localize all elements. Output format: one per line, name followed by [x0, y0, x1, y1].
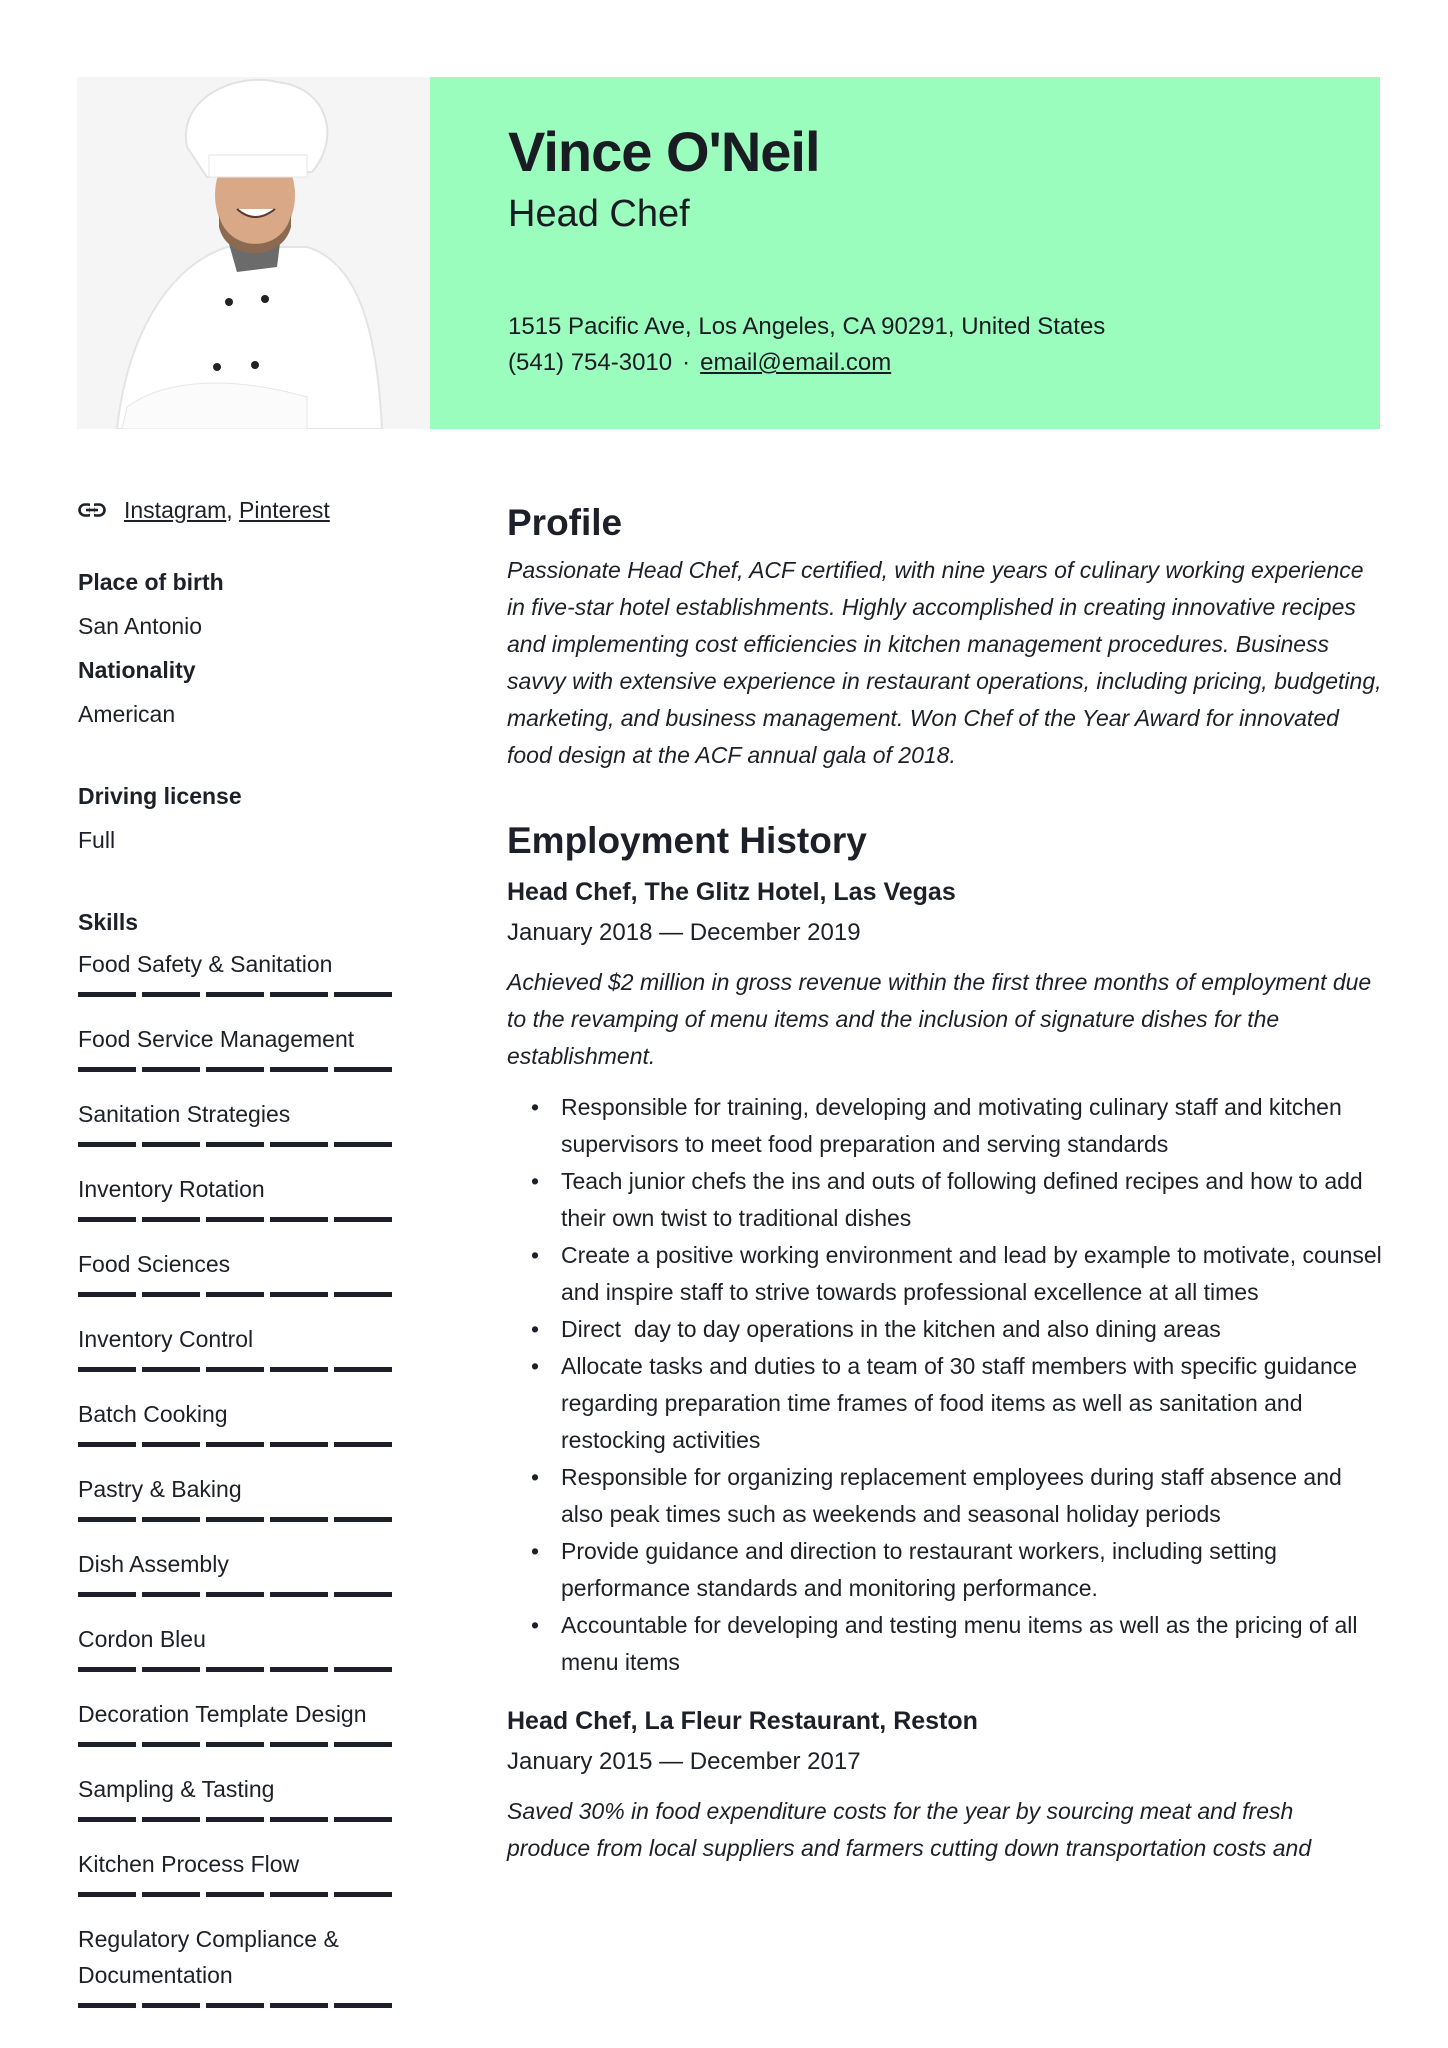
main-content: [507, 498, 1382, 1867]
skill-name: Sampling & Tasting: [78, 1776, 275, 1802]
skill-item: [78, 1094, 408, 1147]
skill-level-segment: [334, 2003, 392, 2008]
skill-level-segment: [270, 1442, 328, 1447]
skill-level-segment: [334, 1292, 392, 1297]
skill-name: Cordon Bleu: [78, 1626, 206, 1652]
skill-level-segment: [206, 1667, 264, 1672]
skill-level-segment: [206, 1892, 264, 1897]
skill-level-segment: [206, 1067, 264, 1072]
skill-level-segment: [142, 1817, 200, 1822]
driving-license-value: Full: [78, 827, 116, 853]
job-summary-2: Saved 30% in food expenditure costs for the year by sourcing meat and fresh produce from local suppliers and farmers cutting down transportation costs and: [507, 1798, 1312, 1861]
skill-level-segment: [78, 1742, 136, 1747]
list-item: • Responsible for training, developing and motivating culinary staff and kitchen supervisors to meet food preparation and serving standards: [507, 1089, 1382, 1163]
skill-level-bar: [78, 1067, 408, 1072]
skill-name: Dish Assembly: [78, 1551, 229, 1577]
profile-photo: [77, 77, 430, 429]
skill-name: Inventory Control: [78, 1326, 254, 1352]
sidebar: [78, 494, 408, 2030]
skill-item: [78, 1769, 408, 1822]
driving-license-label: Driving license: [78, 783, 242, 809]
skill-level-segment: [206, 1217, 264, 1222]
skill-level-segment: [270, 992, 328, 997]
separator: ·: [682, 349, 691, 376]
skill-level-bar: [78, 1367, 408, 1372]
list-item: • Allocate tasks and duties to a team of 30 staff members with specific guidance regarding preparation time frames of food items as well as sanitation and restocking activities: [507, 1348, 1382, 1459]
job-bullets-1: [507, 1089, 1382, 1681]
skills-label: Skills: [78, 909, 139, 935]
skill-level-segment: [270, 1817, 328, 1822]
skill-level-bar: [78, 1892, 408, 1897]
skill-level-bar: [78, 1442, 408, 1447]
skill-level-segment: [78, 1592, 136, 1597]
skill-level-segment: [78, 2003, 136, 2008]
skill-level-segment: [334, 1667, 392, 1672]
skill-level-bar: [78, 1667, 408, 1672]
skill-name: Sanitation Strategies: [78, 1101, 291, 1127]
skill-level-segment: [334, 1442, 392, 1447]
skill-name: Food Safety & Sanitation: [78, 951, 333, 977]
skill-level-segment: [78, 1817, 136, 1822]
skill-level-segment: [78, 1367, 136, 1372]
skill-level-segment: [206, 1817, 264, 1822]
skill-level-segment: [78, 1067, 136, 1072]
skill-item: [78, 1019, 408, 1072]
skill-level-segment: [78, 1217, 136, 1222]
list-item: • Create a positive working environment and lead by example to motivate, counsel and inspire staff to strive towards professional excellence at all times: [507, 1237, 1382, 1311]
profile-text: Passionate Head Chef, ACF certified, with nine years of culinary working experience in five-star hotel establishments. Highly accomplished in creating innovative recipes and implementing cost efficiencies in kitchen management procedures. Business savvy with extensive experience in restaurant operations, including pricing, budgeting, marketing, and business management. Won Chef of the Year Award for innovated food design at the ACF annual gala of 2018.: [507, 557, 1382, 768]
skill-level-segment: [334, 1142, 392, 1147]
skill-level-segment: [206, 1517, 264, 1522]
employment-heading: Employment History: [507, 820, 867, 861]
skill-level-segment: [142, 992, 200, 997]
skills-list: [78, 944, 408, 2008]
skill-level-segment: [142, 1667, 200, 1672]
contact-line: [508, 349, 891, 377]
skill-level-segment: [270, 1592, 328, 1597]
skill-level-segment: [78, 1892, 136, 1897]
skill-level-bar: [78, 1292, 408, 1297]
skill-level-segment: [334, 1892, 392, 1897]
skill-level-segment: [78, 992, 136, 997]
candidate-name: Vince O'Neil: [508, 120, 820, 183]
header-panel: [430, 77, 1380, 429]
skill-level-segment: [206, 1292, 264, 1297]
skill-level-bar: [78, 1592, 408, 1597]
place-of-birth-label: Place of birth: [78, 569, 224, 595]
job-dates-2: January 2015 — December 2017: [507, 1748, 861, 1775]
skill-level-segment: [334, 1592, 392, 1597]
skill-item: [78, 1844, 408, 1897]
skill-level-segment: [142, 1742, 200, 1747]
skill-level-segment: [270, 1667, 328, 1672]
nationality-value: American: [78, 701, 176, 727]
skill-level-segment: [270, 2003, 328, 2008]
skill-level-segment: [206, 1142, 264, 1147]
skill-level-segment: [270, 1367, 328, 1372]
skill-level-segment: [334, 1367, 392, 1372]
chef-portrait-icon: [77, 77, 430, 429]
skill-level-segment: [78, 1292, 136, 1297]
skill-level-segment: [142, 1217, 200, 1222]
skill-level-segment: [142, 1517, 200, 1522]
skill-level-segment: [206, 1742, 264, 1747]
skill-level-segment: [142, 2003, 200, 2008]
skill-level-segment: [270, 1067, 328, 1072]
skill-name: Inventory Rotation: [78, 1176, 265, 1202]
pinterest-link[interactable]: Pinterest: [239, 496, 330, 523]
skill-level-segment: [142, 1142, 200, 1147]
job-entry: [507, 1701, 1382, 1867]
skill-level-segment: [142, 1892, 200, 1897]
address: 1515 Pacific Ave, Los Angeles, CA 90291, United States: [508, 313, 1106, 340]
skill-item: [78, 944, 408, 997]
profile-heading: Profile: [507, 502, 623, 543]
skill-level-segment: [142, 1442, 200, 1447]
skill-level-segment: [142, 1367, 200, 1372]
skill-item: [78, 1619, 408, 1672]
list-item: • Responsible for organizing replacement employees during staff absence and also peak times such as weekends and seasonal holiday periods: [507, 1459, 1382, 1533]
skill-level-segment: [78, 1442, 136, 1447]
skill-item: [78, 1394, 408, 1447]
skill-level-bar: [78, 2003, 408, 2008]
social-links: [78, 494, 408, 526]
skill-level-segment: [334, 992, 392, 997]
job-dates-1: January 2018 — December 2019: [507, 919, 861, 946]
skill-item: [78, 1244, 408, 1297]
skill-level-segment: [270, 1142, 328, 1147]
skill-level-segment: [142, 1592, 200, 1597]
links-separator: ,: [226, 496, 240, 523]
skill-level-bar: [78, 1142, 408, 1147]
skill-level-bar: [78, 1517, 408, 1522]
skill-name: Regulatory Compliance & Documentation: [78, 1926, 339, 1988]
skill-name: Batch Cooking: [78, 1401, 228, 1427]
skill-level-segment: [334, 1217, 392, 1222]
skill-level-segment: [142, 1292, 200, 1297]
skill-level-segment: [334, 1517, 392, 1522]
skill-level-bar: [78, 992, 408, 997]
nationality-label: Nationality: [78, 657, 196, 683]
phone: (541) 754-3010: [508, 349, 673, 376]
job-entry: [507, 872, 1382, 1681]
skill-level-segment: [78, 1667, 136, 1672]
skill-level-segment: [334, 1067, 392, 1072]
skill-item: [78, 1469, 408, 1522]
skill-name: Food Sciences: [78, 1251, 231, 1277]
skill-item: [78, 1694, 408, 1747]
job-title-1: Head Chef, The Glitz Hotel, Las Vegas: [507, 878, 956, 906]
skill-name: Food Service Management: [78, 1026, 355, 1052]
skill-level-segment: [142, 1067, 200, 1072]
skill-level-bar: [78, 1817, 408, 1822]
skill-level-segment: [78, 1517, 136, 1522]
skill-level-segment: [270, 1292, 328, 1297]
skill-item: [78, 1319, 408, 1372]
list-item: • Accountable for developing and testing menu items as well as the pricing of all menu items: [507, 1607, 1382, 1681]
instagram-link[interactable]: Instagram: [124, 496, 227, 523]
skill-level-segment: [206, 1367, 264, 1372]
skill-level-segment: [270, 1217, 328, 1222]
email-link[interactable]: email@email.com: [700, 349, 892, 376]
job-title-2: Head Chef, La Fleur Restaurant, Reston: [507, 1707, 978, 1735]
place-of-birth-value: San Antonio: [78, 613, 203, 639]
job-title: Head Chef: [508, 193, 690, 235]
skill-level-segment: [270, 1892, 328, 1897]
skill-name: Pastry & Baking: [78, 1476, 242, 1502]
skill-level-segment: [334, 1817, 392, 1822]
skill-level-segment: [78, 1142, 136, 1147]
list-item: • Provide guidance and direction to restaurant workers, including setting performance standards and monitoring performance.: [507, 1533, 1382, 1607]
skill-level-segment: [206, 2003, 264, 2008]
skill-level-segment: [206, 1442, 264, 1447]
skill-level-segment: [206, 992, 264, 997]
skill-level-bar: [78, 1217, 408, 1222]
skill-level-segment: [334, 1742, 392, 1747]
job-summary-1: Achieved $2 million in gross revenue within the first three months of employment due to the revamping of menu items and the inclusion of signature dishes for the establishment.: [507, 969, 1372, 1069]
skill-item: [78, 1544, 408, 1597]
list-item: • Teach junior chefs the ins and outs of following defined recipes and how to add their own twist to traditional dishes: [507, 1163, 1382, 1237]
skill-item: [78, 1919, 408, 2008]
skill-level-segment: [206, 1592, 264, 1597]
link-icon: [78, 503, 106, 517]
list-item: • Direct day to day operations in the kitchen and also dining areas: [507, 1311, 1382, 1348]
skill-item: [78, 1169, 408, 1222]
skill-level-bar: [78, 1742, 408, 1747]
skill-level-segment: [270, 1742, 328, 1747]
skill-level-segment: [270, 1517, 328, 1522]
skill-name: Kitchen Process Flow: [78, 1851, 300, 1877]
skill-name: Decoration Template Design: [78, 1701, 367, 1727]
